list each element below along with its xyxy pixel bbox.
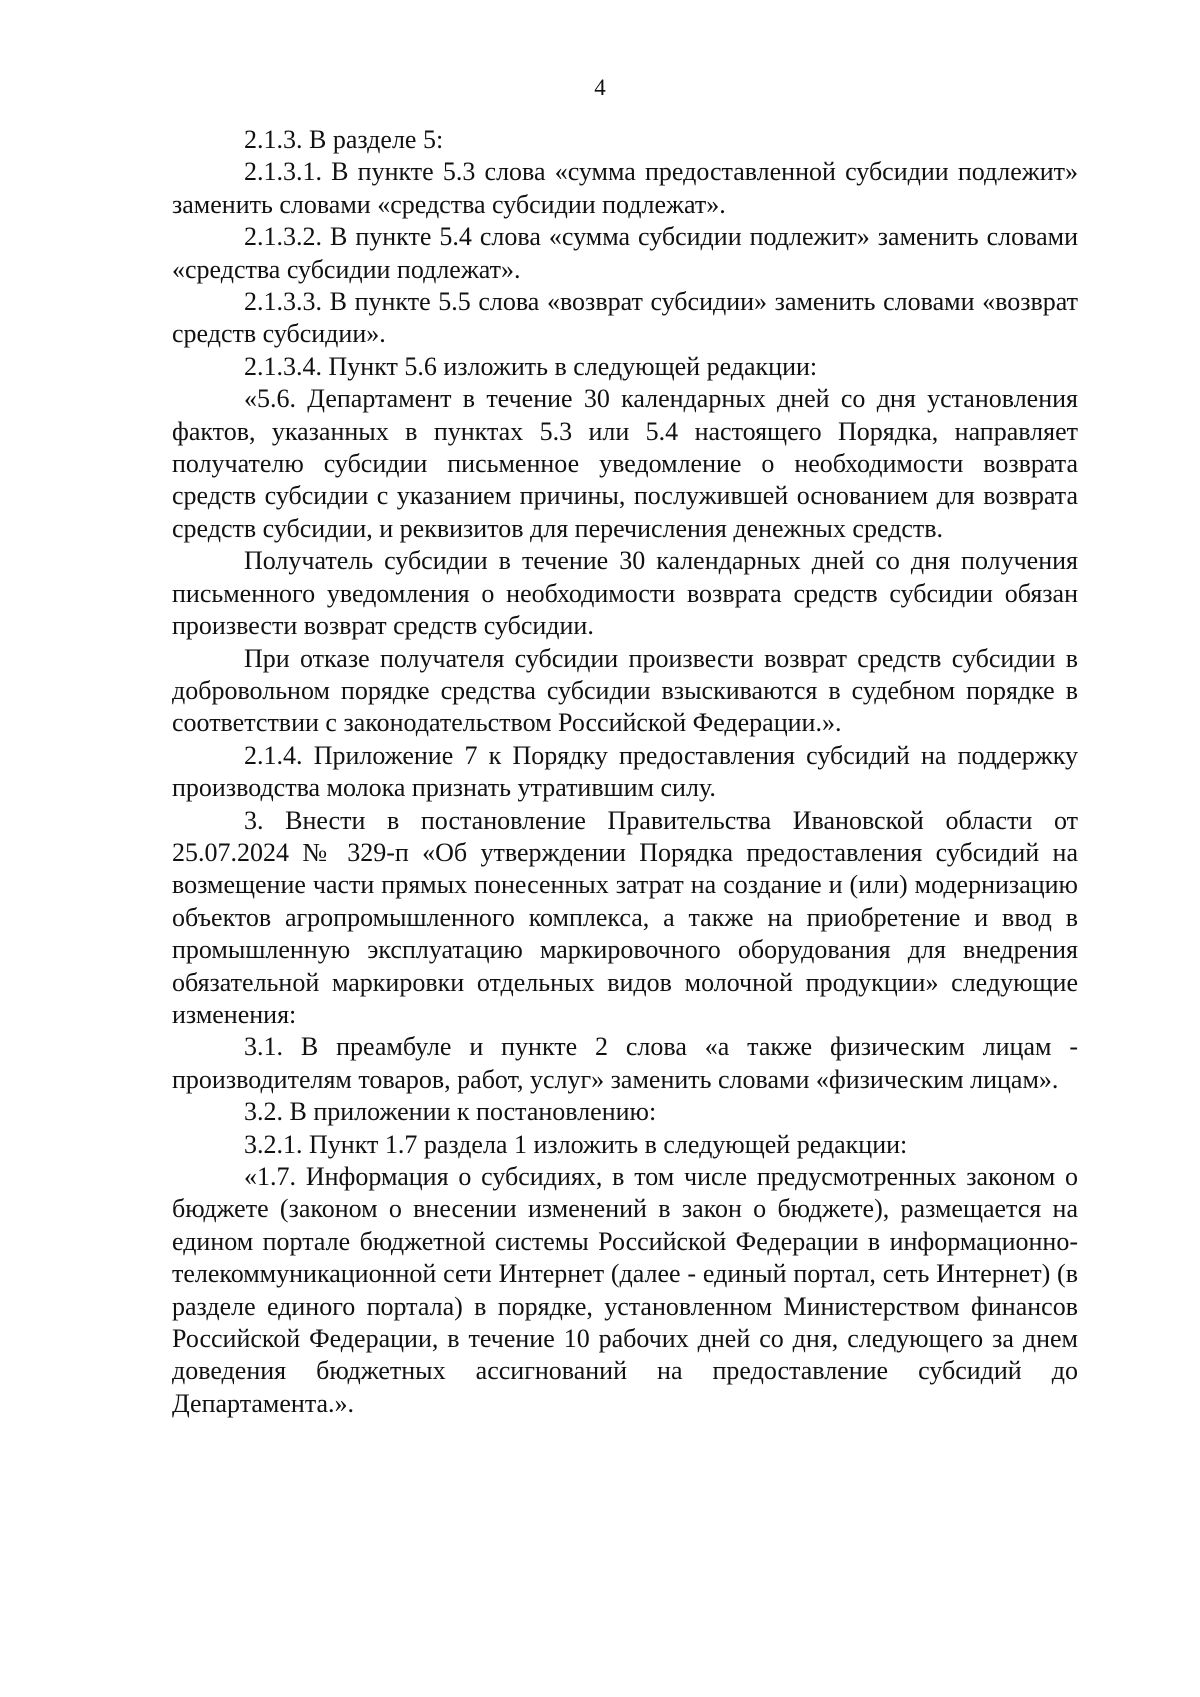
paragraph-2-1-4: 2.1.4. Приложение 7 к Порядку предоставления субсидий на поддержку производства молока признать утратившим силу. bbox=[172, 740, 1078, 803]
paragraph-recipient-return: Получатель субсидии в течение 30 календарных дней со дня получения письменного уведомления о необходимости возврата средств субсидии обязан произвести возврат средств субсидии. bbox=[172, 546, 1078, 641]
page-number: 4 bbox=[594, 75, 606, 100]
paragraph-5-6-quote: «5.6. Департамент в течение 30 календарных дней со дня установления фактов, указанных в пунктах 5.3 или 5.4 настоящего Порядка, направляет получателю субсидии письменное уведомление о необходимости возврата средств субсидии с указанием причины, послужившей основанием для возврата средств субсидии, и реквизитов для перечисления денежных средств. bbox=[172, 384, 1078, 543]
paragraph-2-1-3-3: 2.1.3.3. В пункте 5.5 слова «возврат субсидии» заменить словами «возврат средств субсидии». bbox=[172, 287, 1078, 349]
paragraph-2-1-3-1: 2.1.3.1. В пункте 5.3 слова «сумма предоставленной субсидии подлежит» заменить словами «средства субсидии подлежат». bbox=[172, 157, 1078, 219]
paragraph-1-7-quote: «1.7. Информация о субсидиях, в том числе предусмотренных законом о бюджете (законом о внесении изменений в закон о бюджете), размещается на едином портале бюджетной системы Российской Федерации в информационно-телекоммуникационной сети Интернет (далее - единый портал, сеть Интернет) (в разделе единого портала) в порядке, установленном Министерством финансов Российской Федерации, в течение 10 рабочих дней со дня, следующего за днем доведения бюджетных ассигнований на предоставление субсидий до Департамента.». bbox=[172, 1162, 1078, 1418]
document-body bbox=[172, 124, 1078, 1420]
paragraph-refusal: При отказе получателя субсидии произвести возврат средств субсидии в добровольном порядке средства субсидии взыскиваются в судебном порядке в соответствии с законодательством Российской Федерации.». bbox=[172, 643, 1078, 738]
paragraph-3-2: 3.2. В приложении к постановлению: bbox=[244, 1097, 657, 1127]
paragraph-2-1-3-2: 2.1.3.2. В пункте 5.4 слова «сумма субсидии подлежит» заменить словами «средства субсидии подлежат». bbox=[172, 222, 1078, 284]
paragraph-2-1-3: 2.1.3. В разделе 5: bbox=[244, 125, 444, 154]
paragraph-2-1-3-4: 2.1.3.4. Пункт 5.6 изложить в следующей редакции: bbox=[244, 351, 818, 381]
paragraph-3-2-1: 3.2.1. Пункт 1.7 раздела 1 изложить в следующей редакции: bbox=[244, 1129, 908, 1159]
paragraph-3-1: 3.1. В преамбуле и пункте 2 слова «а также физическим лицам - производителям товаров, работ, услуг» заменить словами «физическим лицам». bbox=[172, 1032, 1078, 1094]
paragraph-3: 3. Внести в постановление Правительства Ивановской области от 25.07.2024 № 329-п «Об утверждении Порядка предоставления субсидий на возмещение части прямых понесенных затрат на создание и (или) модернизацию объектов агропромышленного комплекса, а также на приобретение и ввод в промышленную эксплуатацию маркировочного оборудования для внедрения обязательной маркировки отдельных видов молочной продукции» следующие изменения: bbox=[172, 805, 1078, 1029]
